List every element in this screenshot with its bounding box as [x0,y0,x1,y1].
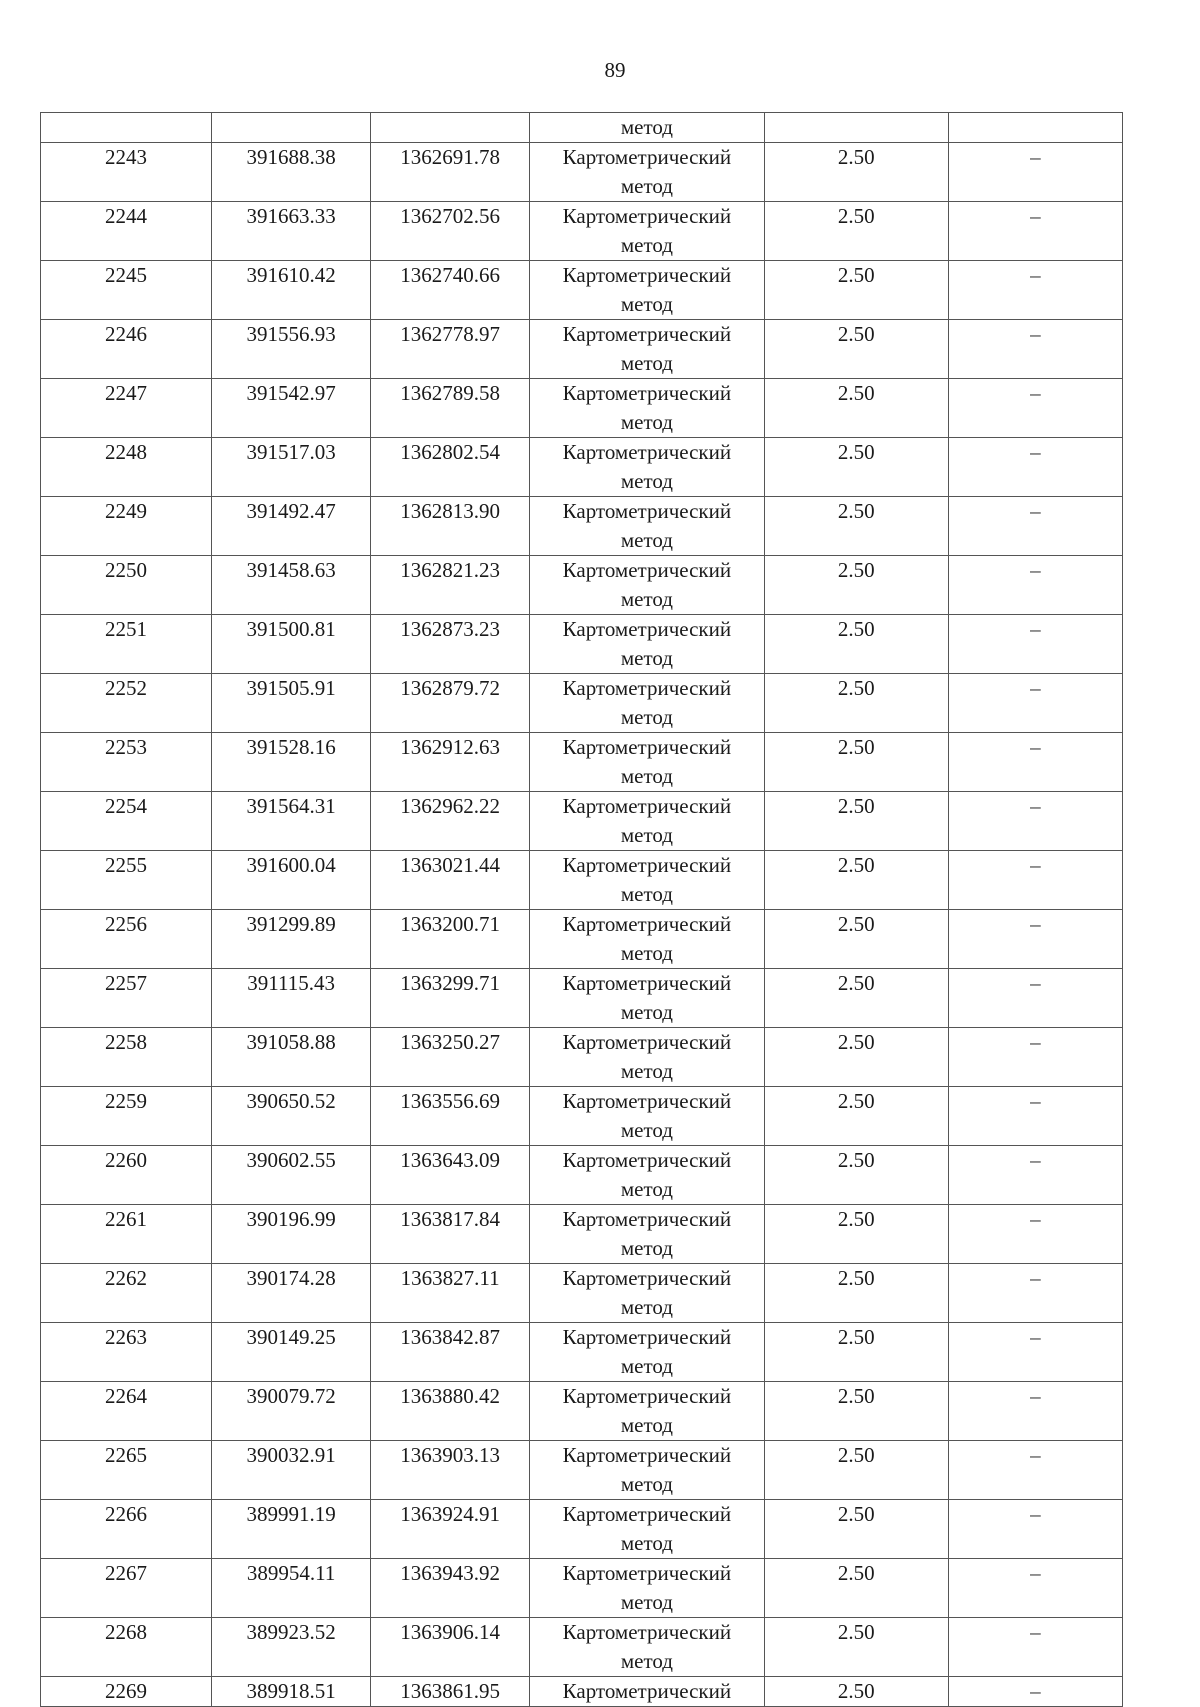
table-row [41,674,1123,733]
method-label-suffix: метод [620,1000,673,1024]
cell-note: – [948,556,1122,615]
method-label-suffix: метод [620,705,673,729]
cell-accuracy: 2.50 [764,1146,948,1205]
method-label: Картометрический [562,1030,732,1054]
cell-y: 1363250.27 [371,1028,530,1087]
cell-id: 2248 [41,438,212,497]
cell-accuracy: 2.50 [764,379,948,438]
table-row [41,733,1123,792]
cell-accuracy: 2.50 [764,143,948,202]
cell-y: 1363880.42 [371,1382,530,1441]
cell-x: 390650.52 [212,1087,371,1146]
cell-x: 389918.51 [212,1677,371,1707]
cell-id: 2255 [41,851,212,910]
cell-accuracy: 2.50 [764,674,948,733]
table-row [41,1323,1123,1382]
method-label-suffix: метод [620,764,673,788]
cell-id: 2247 [41,379,212,438]
cell-y: 1363906.14 [371,1618,530,1677]
cell-note: – [948,497,1122,556]
cell-id: 2257 [41,969,212,1028]
cell-id: 2256 [41,910,212,969]
table-row [41,1205,1123,1264]
table-row [41,1382,1123,1441]
cell-method [530,733,765,792]
cell-accuracy: 2.50 [764,1677,948,1707]
cell-id: 2264 [41,1382,212,1441]
method-label-suffix: метод [620,1649,673,1673]
cell-id: 2252 [41,674,212,733]
cell-method [530,143,765,202]
cell-x: 391610.42 [212,261,371,320]
cell-y: 1362962.22 [371,792,530,851]
table-row [41,1028,1123,1087]
cell-method [530,320,765,379]
cell-method: метод [530,113,765,143]
cell-id: 2246 [41,320,212,379]
cell-method: Картометрический [530,1677,765,1707]
table-row [41,1087,1123,1146]
cell-method [530,1323,765,1382]
method-label: Картометрический [562,853,732,877]
table-row [41,143,1123,202]
method-label: Картометрический [562,1443,732,1467]
cell-method [530,1441,765,1500]
method-label-suffix: метод [620,292,673,316]
cell-accuracy: 2.50 [764,438,948,497]
method-label-suffix: метод [620,1118,673,1142]
cell-note: – [948,674,1122,733]
method-label: Картометрический [562,440,732,464]
method-label-suffix: метод [620,528,673,552]
cell-y: 1362879.72 [371,674,530,733]
cell-y: 1363021.44 [371,851,530,910]
table-row [41,792,1123,851]
cell-method [530,910,765,969]
cell-accuracy: 2.50 [764,202,948,261]
cell-id: 2268 [41,1618,212,1677]
cell-x: 391556.93 [212,320,371,379]
cell-x: 389954.11 [212,1559,371,1618]
method-label: Картометрический [562,1325,732,1349]
cell-id: 2269 [41,1677,212,1707]
cell-accuracy: 2.50 [764,1087,948,1146]
cell-accuracy: 2.50 [764,1500,948,1559]
cell-accuracy: 2.50 [764,261,948,320]
cell-note: – [948,261,1122,320]
cell-x: 391688.38 [212,143,371,202]
page-number: 89 [604,58,626,82]
method-label-suffix: метод [620,1590,673,1614]
method-label: Картометрический [562,322,732,346]
cell-x: 391492.47 [212,497,371,556]
method-label: Картометрический [562,1089,732,1113]
cell-accuracy: 2.50 [764,497,948,556]
cell-note: – [948,792,1122,851]
cell-accuracy: 2.50 [764,969,948,1028]
cell-y: 1362789.58 [371,379,530,438]
cell-method [530,1500,765,1559]
cell-method [530,1087,765,1146]
method-label: Картометрический [562,381,732,405]
cell-x: 390079.72 [212,1382,371,1441]
method-label: Картометрический [562,912,732,936]
cell-accuracy: 2.50 [764,1264,948,1323]
cell-y: 1363556.69 [371,1087,530,1146]
method-label: Картометрический [562,263,732,287]
cell-note: – [948,1323,1122,1382]
coordinates-table [40,112,1123,1707]
cell-id: 2265 [41,1441,212,1500]
table-body [41,113,1123,1707]
cell-y: 1362821.23 [371,556,530,615]
cell-x: 391299.89 [212,910,371,969]
cell-x: 391058.88 [212,1028,371,1087]
cell-accuracy: 2.50 [764,1205,948,1264]
method-label: Картометрический [562,617,732,641]
cell-accuracy: 2.50 [764,733,948,792]
cell-accuracy: 2.50 [764,910,948,969]
cell-y: 1362691.78 [371,143,530,202]
table-row [41,202,1123,261]
method-label: Картометрический [562,971,732,995]
table-row [41,615,1123,674]
cell-note: – [948,438,1122,497]
cell-y: 1363643.09 [371,1146,530,1205]
method-label-suffix: метод [620,1354,673,1378]
method-label: Картометрический [562,1502,732,1526]
method-label: Картометрический [562,1266,732,1290]
cell-accuracy: 2.50 [764,320,948,379]
cell-accuracy: 2.50 [764,1559,948,1618]
cell-note: – [948,1441,1122,1500]
cell-x: 391564.31 [212,792,371,851]
cell-note: – [948,1264,1122,1323]
method-label: Картометрический [562,794,732,818]
cell-y: 1362702.56 [371,202,530,261]
cell-y: 1362740.66 [371,261,530,320]
cell-id: 2266 [41,1500,212,1559]
cell-x: 389991.19 [212,1500,371,1559]
cell-x: 390174.28 [212,1264,371,1323]
cell-x: 391600.04 [212,851,371,910]
cell-method [530,1264,765,1323]
cell-method [530,261,765,320]
cell-note: – [948,615,1122,674]
method-label: Картометрический [562,676,732,700]
cell-note: – [948,1382,1122,1441]
cell-x: 391115.43 [212,969,371,1028]
cell-id [41,113,212,143]
cell-id: 2250 [41,556,212,615]
cell-x: 390196.99 [212,1205,371,1264]
cell-y: 1363817.84 [371,1205,530,1264]
method-label: Картометрический [562,145,732,169]
cell-accuracy: 2.50 [764,615,948,674]
cell-note: – [948,1677,1122,1707]
cell-method [530,615,765,674]
cell-method [530,497,765,556]
cell-id: 2258 [41,1028,212,1087]
cell-id: 2260 [41,1146,212,1205]
cell-id: 2249 [41,497,212,556]
cell-x: 389923.52 [212,1618,371,1677]
cell-method [530,1028,765,1087]
method-label-suffix: метод [620,587,673,611]
method-label-suffix: метод [620,469,673,493]
table-row [41,1264,1123,1323]
cell-accuracy [764,113,948,143]
cell-y: 1362778.97 [371,320,530,379]
cell-x: 391500.81 [212,615,371,674]
cell-method [530,851,765,910]
table-row [41,910,1123,969]
table-row [41,320,1123,379]
table-row [41,1618,1123,1677]
cell-accuracy: 2.50 [764,1323,948,1382]
cell-method [530,969,765,1028]
cell-note: – [948,143,1122,202]
cell-note [948,113,1122,143]
cell-x: 391517.03 [212,438,371,497]
cell-y: 1363943.92 [371,1559,530,1618]
method-label-suffix: метод [620,174,673,198]
table-row [41,851,1123,910]
table-row [41,1677,1123,1707]
table-row-continuation [41,113,1123,143]
method-label: Картометрический [562,1148,732,1172]
cell-method [530,1618,765,1677]
cell-accuracy: 2.50 [764,1441,948,1500]
cell-note: – [948,1559,1122,1618]
cell-accuracy: 2.50 [764,1382,948,1441]
cell-y: 1363861.95 [371,1677,530,1707]
method-label-suffix: метод [620,1236,673,1260]
cell-y: 1362912.63 [371,733,530,792]
method-label-suffix: метод [620,1531,673,1555]
cell-method [530,674,765,733]
method-label: Картометрический [562,499,732,523]
cell-id: 2243 [41,143,212,202]
cell-method [530,1559,765,1618]
table-row [41,1441,1123,1500]
method-label-suffix: метод [620,823,673,847]
method-label-suffix: метод [620,1413,673,1437]
cell-y: 1363842.87 [371,1323,530,1382]
cell-x: 391505.91 [212,674,371,733]
table-row [41,1500,1123,1559]
cell-x [212,113,371,143]
cell-method [530,379,765,438]
method-label-suffix: метод [620,646,673,670]
cell-method [530,556,765,615]
cell-note: – [948,733,1122,792]
cell-accuracy: 2.50 [764,556,948,615]
method-label-suffix: метод [620,1177,673,1201]
cell-x: 390032.91 [212,1441,371,1500]
cell-note: – [948,851,1122,910]
table-row [41,438,1123,497]
cell-x: 390602.55 [212,1146,371,1205]
cell-method [530,202,765,261]
method-label: Картометрический [562,735,732,759]
table-row [41,969,1123,1028]
cell-note: – [948,1500,1122,1559]
cell-x: 391458.63 [212,556,371,615]
cell-note: – [948,379,1122,438]
cell-y: 1363903.13 [371,1441,530,1500]
method-label: Картометрический [562,1207,732,1231]
method-label: Картометрический [562,1561,732,1585]
cell-id: 2263 [41,1323,212,1382]
cell-id: 2244 [41,202,212,261]
method-label-suffix: метод [620,941,673,965]
cell-id: 2259 [41,1087,212,1146]
cell-method [530,792,765,851]
cell-id: 2251 [41,615,212,674]
cell-x: 390149.25 [212,1323,371,1382]
method-label-suffix: метод [620,1059,673,1083]
cell-method [530,1382,765,1441]
cell-method [530,438,765,497]
cell-accuracy: 2.50 [764,1618,948,1677]
cell-note: – [948,910,1122,969]
cell-y: 1363924.91 [371,1500,530,1559]
table-row [41,1146,1123,1205]
cell-note: – [948,1087,1122,1146]
method-label-suffix: метод [620,1472,673,1496]
cell-x: 391542.97 [212,379,371,438]
cell-y: 1362873.23 [371,615,530,674]
cell-id: 2261 [41,1205,212,1264]
method-label-suffix: метод [620,1295,673,1319]
cell-note: – [948,202,1122,261]
cell-id: 2267 [41,1559,212,1618]
method-label: Картометрический [562,1384,732,1408]
cell-y: 1363299.71 [371,969,530,1028]
cell-y [371,113,530,143]
cell-method [530,1146,765,1205]
table-row [41,497,1123,556]
method-label: Картометрический [562,558,732,582]
cell-id: 2245 [41,261,212,320]
cell-x: 391528.16 [212,733,371,792]
table-row [41,379,1123,438]
cell-accuracy: 2.50 [764,851,948,910]
method-label-suffix: метод [620,233,673,257]
table-row [41,1559,1123,1618]
cell-id: 2254 [41,792,212,851]
table-row [41,556,1123,615]
cell-note: – [948,1028,1122,1087]
cell-accuracy: 2.50 [764,792,948,851]
cell-y: 1362802.54 [371,438,530,497]
cell-y: 1363200.71 [371,910,530,969]
method-label: Картометрический [562,1620,732,1644]
cell-note: – [948,1146,1122,1205]
method-label-suffix: метод [620,351,673,375]
method-label-suffix: метод [620,882,673,906]
cell-note: – [948,969,1122,1028]
cell-x: 391663.33 [212,202,371,261]
cell-id: 2262 [41,1264,212,1323]
method-label-suffix: метод [620,410,673,434]
cell-note: – [948,1205,1122,1264]
cell-method [530,1205,765,1264]
cell-accuracy: 2.50 [764,1028,948,1087]
method-label: Картометрический [562,204,732,228]
cell-y: 1362813.90 [371,497,530,556]
cell-y: 1363827.11 [371,1264,530,1323]
cell-note: – [948,320,1122,379]
table-row [41,261,1123,320]
cell-id: 2253 [41,733,212,792]
cell-note: – [948,1618,1122,1677]
